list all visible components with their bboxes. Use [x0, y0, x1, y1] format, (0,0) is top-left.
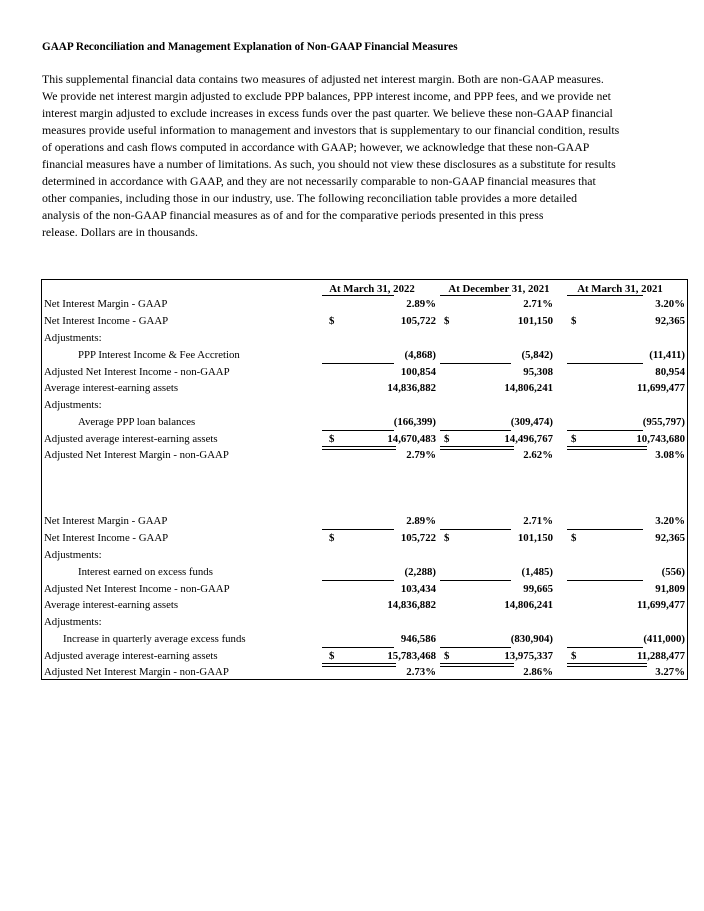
cell-value: 3.20% — [655, 515, 685, 527]
underline — [322, 580, 394, 581]
row-label: Adjustments: — [44, 332, 102, 344]
cell-value: (955,797) — [642, 416, 685, 428]
double-underline — [567, 446, 647, 450]
underline — [567, 529, 643, 530]
row-label: Net Interest Income - GAAP — [44, 532, 169, 544]
table-row — [42, 547, 687, 564]
cell-value: 100,854 — [400, 366, 436, 378]
table-row — [42, 513, 687, 530]
row-label: Adjustments: — [44, 399, 102, 411]
document-title: GAAP Reconciliation and Management Explanation of Non-GAAP Financial Measures — [42, 41, 458, 53]
underline — [567, 580, 643, 581]
double-underline — [440, 446, 514, 450]
row-label: Adjusted Net Interest Margin - non-GAAP — [44, 449, 229, 461]
row-label: Adjusted Net Interest Income - non-GAAP — [44, 583, 230, 595]
underline — [567, 363, 643, 364]
dollar-sign: $ — [444, 315, 450, 327]
double-underline — [440, 663, 514, 667]
table-row — [42, 631, 687, 648]
cell-value: 92,365 — [655, 532, 685, 544]
cell-value: 3.20% — [655, 298, 685, 310]
intro-line: This supplemental financial data contains two measures of adjusted net interest margin. Both are non-GAAP measures. — [42, 72, 604, 86]
intro-line: measures provide useful information to management and investors that is supplementary to our financial condition, results — [42, 123, 620, 137]
row-label: Average PPP loan balances — [78, 416, 196, 428]
intro-line: of operations and cash flows computed in accordance with GAAP; however, we acknowledge that these non-GAAP — [42, 140, 590, 154]
intro-line: interest margin adjusted to exclude increases in excess funds over the past quarter. We believe these non-GAAP financial — [42, 106, 613, 120]
double-underline — [322, 663, 396, 667]
dollar-sign: $ — [444, 650, 450, 662]
cell-value: 95,308 — [523, 366, 553, 378]
underline — [440, 363, 511, 364]
table-row — [42, 397, 687, 414]
dollar-sign: $ — [571, 433, 577, 445]
double-underline — [567, 663, 647, 667]
dollar-sign: $ — [329, 650, 335, 662]
row-label: Adjusted Net Interest Margin - non-GAAP — [44, 666, 229, 678]
table-row — [42, 414, 687, 431]
dollar-sign: $ — [329, 433, 335, 445]
cell-value: (166,399) — [393, 416, 436, 428]
cell-value: 2.71% — [523, 298, 553, 310]
table-row — [42, 530, 687, 547]
cell-value: 2.89% — [406, 298, 436, 310]
column-header-dec-2021: At December 31, 2021 — [448, 283, 550, 295]
dollar-sign: $ — [571, 532, 577, 544]
cell-value: 11,288,477 — [637, 650, 685, 662]
intro-paragraph — [42, 71, 664, 241]
cell-value: 101,150 — [517, 315, 553, 327]
underline — [440, 529, 511, 530]
row-label: Increase in quarterly average excess funds — [63, 633, 246, 645]
cell-value: 11,699,477 — [637, 599, 685, 611]
cell-value: 11,699,477 — [637, 382, 685, 394]
row-label: Net Interest Margin - GAAP — [44, 515, 168, 527]
cell-value: (4,868) — [404, 349, 436, 361]
row-label: Average interest-earning assets — [44, 599, 179, 611]
row-label: Adjusted average interest-earning assets — [44, 650, 218, 662]
cell-value: (309,474) — [510, 416, 553, 428]
underline — [440, 580, 511, 581]
dollar-sign: $ — [329, 532, 335, 544]
table-row — [42, 614, 687, 631]
row-label: PPP Interest Income & Fee Accretion — [78, 349, 240, 361]
cell-value: 10,743,680 — [636, 433, 685, 445]
dollar-sign: $ — [444, 532, 450, 544]
cell-value: 2.79% — [406, 449, 436, 461]
intro-line: We provide net interest margin adjusted to exclude PPP balances, PPP interest income, and PPP fees, and we provide net — [42, 89, 611, 103]
underline — [567, 647, 643, 648]
cell-value: 2.89% — [406, 515, 436, 527]
table-row — [42, 313, 687, 330]
intro-line: release. Dollars are in thousands. — [42, 225, 198, 239]
underline — [440, 647, 511, 648]
dollar-sign: $ — [329, 315, 335, 327]
underline — [322, 363, 394, 364]
cell-value: 14,806,241 — [504, 599, 553, 611]
row-label: Adjustments: — [44, 616, 102, 628]
table-row — [42, 581, 687, 598]
row-label: Adjustments: — [44, 549, 102, 561]
table-row — [42, 296, 687, 313]
cell-value: (556) — [661, 566, 685, 578]
underline — [322, 529, 394, 530]
underline — [322, 647, 394, 648]
cell-value: 2.62% — [523, 449, 553, 461]
cell-value: 91,809 — [655, 583, 685, 595]
intro-line: other companies, including those in our industry, use. The following reconciliation table provides a more detailed — [42, 191, 577, 205]
row-label: Interest earned on excess funds — [78, 566, 213, 578]
cell-value: 14,670,483 — [387, 433, 436, 445]
cell-value: (830,904) — [510, 633, 553, 645]
cell-value: 946,586 — [400, 633, 436, 645]
table-row — [42, 330, 687, 347]
underline — [322, 430, 394, 431]
dollar-sign: $ — [571, 650, 577, 662]
table-row — [42, 564, 687, 581]
cell-value: (411,000) — [643, 633, 685, 645]
cell-value: 3.27% — [655, 666, 685, 678]
dollar-sign: $ — [444, 433, 450, 445]
cell-value: 92,365 — [655, 315, 685, 327]
row-label: Adjusted Net Interest Income - non-GAAP — [44, 366, 230, 378]
cell-value: 2.86% — [523, 666, 553, 678]
cell-value: (11,411) — [649, 349, 685, 361]
cell-value: 80,954 — [655, 366, 685, 378]
cell-value: 14,836,882 — [387, 599, 436, 611]
cell-value: (5,842) — [521, 349, 553, 361]
double-underline — [322, 446, 396, 450]
column-header-mar-2021: At March 31, 2021 — [577, 283, 663, 295]
cell-value: (1,485) — [521, 566, 553, 578]
underline — [567, 295, 643, 296]
cell-value: 15,783,468 — [387, 650, 436, 662]
cell-value: 101,150 — [517, 532, 553, 544]
cell-value: 13,975,337 — [504, 650, 553, 662]
cell-value: 103,434 — [400, 583, 436, 595]
underline — [440, 295, 511, 296]
cell-value: 3.08% — [655, 449, 685, 461]
underline — [567, 430, 643, 431]
row-label: Net Interest Income - GAAP — [44, 315, 169, 327]
table-row — [42, 364, 687, 381]
cell-value: 14,806,241 — [504, 382, 553, 394]
dollar-sign: $ — [571, 315, 577, 327]
underline — [322, 295, 394, 296]
cell-value: 105,722 — [400, 532, 436, 544]
row-label: Adjusted average interest-earning assets — [44, 433, 218, 445]
intro-line: analysis of the non-GAAP financial measures as of and for the comparative periods presented in this press — [42, 208, 544, 222]
underline — [440, 430, 511, 431]
cell-value: 105,722 — [400, 315, 436, 327]
column-header-mar-2022: At March 31, 2022 — [329, 283, 415, 295]
table-row — [42, 597, 687, 614]
cell-value: 2.73% — [406, 666, 436, 678]
row-label: Net Interest Margin - GAAP — [44, 298, 168, 310]
intro-line: financial measures have a number of limitations. As such, you should not view these disclosures as a substitute for results — [42, 157, 616, 171]
intro-line: determined in accordance with GAAP, and they are not necessarily comparable to non-GAAP financial measures that — [42, 174, 596, 188]
cell-value: (2,288) — [404, 566, 436, 578]
cell-value: 14,496,767 — [504, 433, 553, 445]
cell-value: 99,665 — [523, 583, 553, 595]
cell-value: 14,836,882 — [387, 382, 436, 394]
table-row — [42, 380, 687, 397]
table-row — [42, 347, 687, 364]
cell-value: 2.71% — [523, 515, 553, 527]
row-label: Average interest-earning assets — [44, 382, 179, 394]
